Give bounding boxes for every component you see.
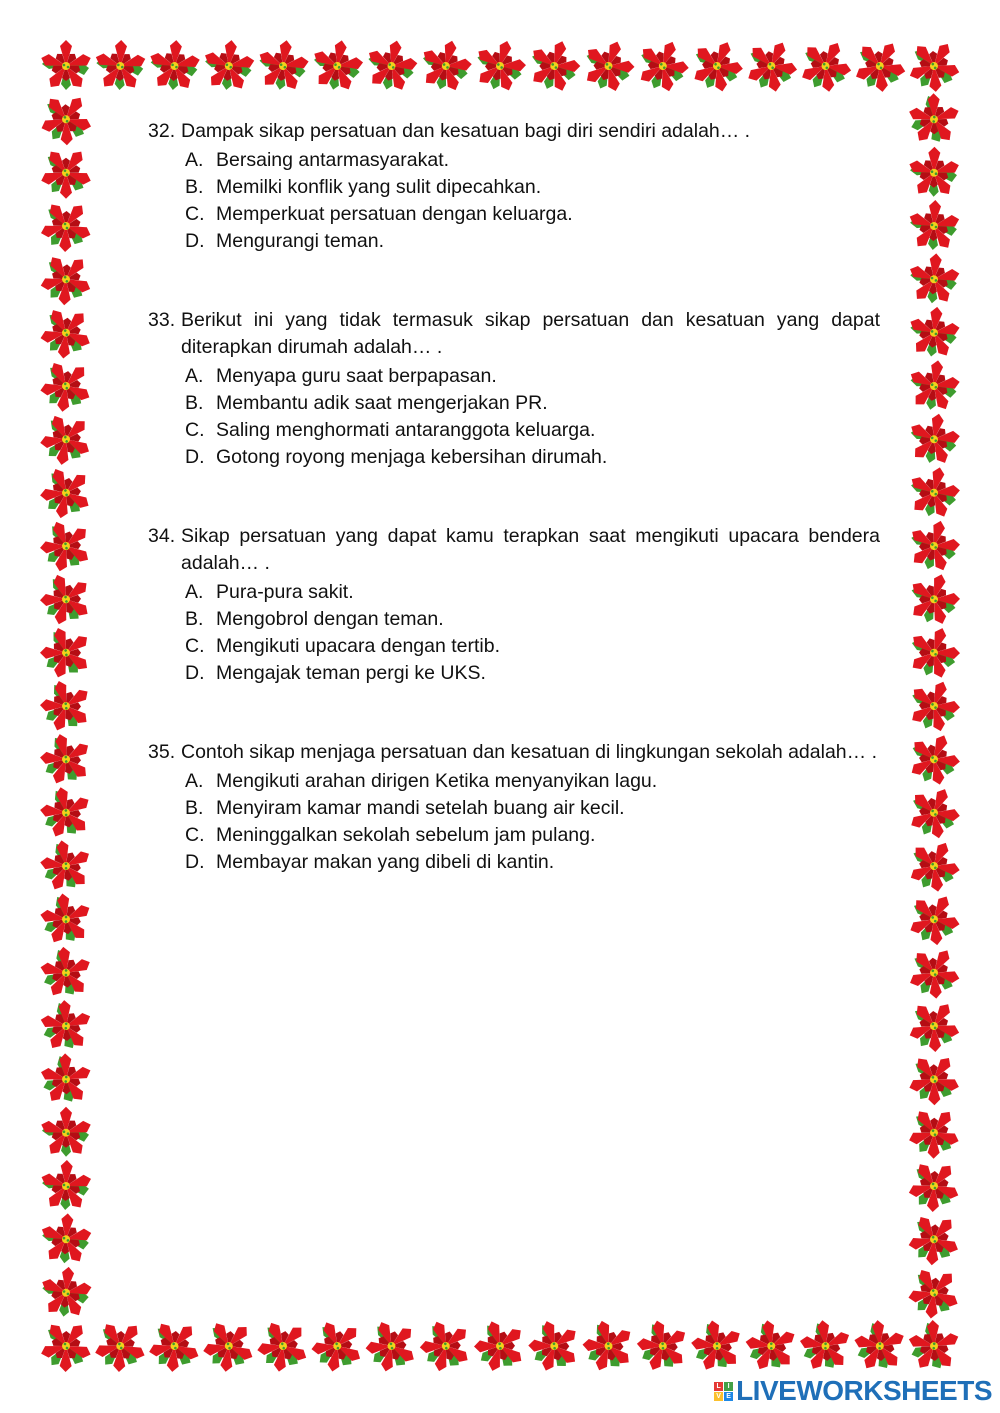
question-number: 33.	[148, 309, 176, 331]
option-letter: A.	[185, 581, 204, 603]
option-letter: C.	[185, 419, 205, 441]
poinsettia-flower-icon	[84, 1309, 157, 1382]
option-text: Meninggalkan sekolah sebelum jam pulang.	[216, 824, 596, 846]
poinsettia-flower-icon	[37, 1264, 95, 1320]
poinsettia-flower-icon	[30, 296, 103, 369]
poinsettia-flower-icon	[34, 1045, 100, 1112]
poinsettia-flower-icon	[904, 356, 964, 414]
poinsettia-flower-icon	[31, 669, 103, 741]
option-letter: D.	[185, 662, 205, 684]
answer-option	[185, 363, 880, 390]
poinsettia-flower-icon	[39, 40, 92, 91]
poinsettia-flower-icon	[31, 616, 103, 689]
answer-option	[185, 147, 880, 174]
poinsettia-flower-icon	[906, 199, 962, 252]
question-number: 34.	[148, 525, 176, 547]
poinsettia-flower-icon	[301, 1309, 374, 1382]
poinsettia-flower-icon	[39, 1159, 94, 1211]
answer-option	[185, 795, 880, 822]
poinsettia-flower-icon	[200, 37, 258, 93]
poinsettia-flower-icon	[31, 723, 102, 795]
option-letter: A.	[185, 365, 204, 387]
poinsettia-flower-icon	[847, 1311, 914, 1380]
poinsettia-flower-icon	[898, 990, 970, 1061]
poinsettia-flower-icon	[38, 1212, 95, 1266]
answer-option	[185, 174, 880, 201]
poinsettia-flower-icon	[30, 83, 102, 155]
answer-options	[185, 579, 880, 687]
option-letter: B.	[185, 392, 204, 414]
question-stem	[148, 118, 880, 145]
poinsettia-flower-icon	[356, 1309, 429, 1382]
poinsettia-flower-icon	[899, 831, 969, 900]
option-text: Membantu adik saat mengerjakan PR.	[216, 392, 548, 414]
answer-option	[185, 633, 880, 660]
poinsettia-flower-icon	[737, 31, 807, 100]
poinsettia-flower-icon	[683, 31, 752, 99]
poinsettia-flower-icon	[903, 461, 966, 522]
question-text: Sikap persatuan yang dapat kamu terapkan saat mengikuti upacara bendera adalah… .	[181, 525, 880, 574]
option-letter: A.	[185, 149, 204, 171]
poinsettia-flower-icon	[898, 1149, 971, 1222]
question-text: Contoh sikap menjaga persatuan dan kesatuan di lingkungan sekolah adalah… .	[181, 741, 877, 763]
option-text: Menyiram kamar mandi setelah buang air kecil.	[216, 797, 625, 819]
option-text: Gotong royong menjaga kebersihan dirumah.	[216, 446, 608, 468]
poinsettia-flower-icon	[575, 32, 642, 98]
poinsettia-flower-icon	[247, 1309, 320, 1382]
poinsettia-flower-icon	[898, 1096, 971, 1168]
poinsettia-flower-icon	[138, 1309, 211, 1382]
liveworksheets-logo-icon: L I V E	[714, 1382, 733, 1401]
poinsettia-flower-icon	[32, 884, 101, 954]
poinsettia-flower-icon	[898, 1043, 971, 1115]
poinsettia-flower-icon	[30, 242, 103, 315]
answer-option	[185, 417, 880, 444]
answer-option	[185, 606, 880, 633]
option-text: Memperkuat persatuan dengan keluarga.	[216, 203, 573, 225]
question-number: 35.	[148, 741, 176, 763]
poinsettia-flower-icon	[33, 992, 100, 1060]
poinsettia-flower-icon	[844, 30, 915, 100]
liveworksheets-watermark	[714, 1373, 992, 1409]
answer-option	[185, 768, 880, 795]
poinsettia-flower-icon	[146, 38, 203, 92]
answer-option	[185, 228, 880, 255]
option-text: Mengurangi teman.	[216, 230, 385, 252]
poinsettia-flower-icon	[902, 514, 966, 577]
option-text: Mengobrol dengan teman.	[216, 608, 444, 630]
option-text: Mengikuti arahan dirigen Ketika menyanyikan lagu.	[216, 770, 658, 792]
poinsettia-flower-icon	[30, 1309, 103, 1381]
answer-options	[185, 147, 880, 255]
poinsettia-flower-icon	[903, 409, 965, 469]
poinsettia-flower-icon	[521, 33, 587, 98]
question-number: 32.	[148, 120, 176, 142]
answer-options	[185, 363, 880, 471]
poinsettia-flower-icon	[193, 1309, 266, 1382]
question-stem	[148, 523, 880, 577]
option-text: Mengajak teman pergi ke UKS.	[216, 662, 486, 684]
option-text: Menyapa guru saat berpapasan.	[216, 365, 497, 387]
poinsettia-flower-icon	[902, 1312, 968, 1380]
poinsettia-flower-icon	[899, 884, 970, 954]
poinsettia-flower-icon	[683, 1310, 753, 1381]
option-letter: B.	[185, 608, 204, 630]
option-text: Pura-pura sakit.	[216, 581, 354, 603]
question-text: Dampak sikap persatuan dan kesatuan bagi diri sendiri adalah… .	[181, 120, 751, 142]
poinsettia-flower-icon	[899, 937, 971, 1008]
answer-option	[185, 660, 880, 687]
poinsettia-flower-icon	[573, 1310, 644, 1382]
poinsettia-flower-icon	[628, 1310, 699, 1382]
answer-option	[185, 444, 880, 471]
question-stem	[148, 307, 880, 361]
answer-option	[185, 390, 880, 417]
option-text: Saling menghormati antaranggota keluarga.	[216, 419, 596, 441]
poinsettia-flower-icon	[900, 725, 969, 792]
answer-option	[185, 201, 880, 228]
question-list	[148, 118, 880, 928]
poinsettia-flower-icon	[901, 619, 968, 684]
option-letter: B.	[185, 797, 204, 819]
question-stem	[148, 739, 880, 766]
poinsettia-flower-icon	[31, 777, 101, 848]
poinsettia-flower-icon	[464, 1309, 536, 1382]
answer-option	[185, 849, 880, 876]
poinsettia-flower-icon	[898, 30, 970, 101]
poinsettia-flower-icon	[30, 349, 103, 422]
answer-options	[185, 768, 880, 876]
poinsettia-flower-icon	[790, 31, 861, 101]
question-35	[148, 739, 880, 876]
watermark-text: LIVEWORKSHEETS	[736, 1375, 992, 1406]
poinsettia-flower-icon	[39, 1107, 92, 1158]
poinsettia-flower-icon	[905, 304, 964, 361]
poinsettia-flower-icon	[905, 251, 962, 306]
poinsettia-flower-icon	[30, 456, 103, 529]
poinsettia-flower-icon	[30, 136, 103, 208]
option-letter: C.	[185, 635, 205, 657]
answer-option	[185, 822, 880, 849]
poinsettia-flower-icon	[360, 35, 423, 96]
poinsettia-flower-icon	[33, 938, 101, 1007]
poinsettia-flower-icon	[902, 86, 967, 153]
answer-option	[185, 579, 880, 606]
poinsettia-flower-icon	[30, 402, 103, 475]
poinsettia-flower-icon	[737, 1311, 806, 1381]
option-text: Memilki konflik yang sulit dipecahkan.	[216, 176, 542, 198]
poinsettia-flower-icon	[414, 34, 478, 96]
option-letter: D.	[185, 230, 205, 252]
poinsettia-flower-icon	[629, 32, 697, 99]
option-letter: C.	[185, 824, 205, 846]
poinsettia-flower-icon	[307, 36, 368, 95]
poinsettia-flower-icon	[900, 672, 968, 738]
poinsettia-flower-icon	[93, 39, 148, 91]
option-letter: B.	[185, 176, 204, 198]
poinsettia-flower-icon	[253, 37, 313, 94]
poinsettia-flower-icon	[30, 509, 103, 582]
option-letter: D.	[185, 446, 205, 468]
poinsettia-flower-icon	[410, 1309, 483, 1382]
poinsettia-flower-icon	[907, 146, 961, 197]
poinsettia-flower-icon	[898, 1202, 971, 1275]
poinsettia-flower-icon	[900, 778, 970, 846]
poinsettia-flower-icon	[519, 1309, 591, 1382]
option-letter: A.	[185, 770, 204, 792]
poinsettia-flower-icon	[898, 1256, 971, 1329]
option-letter: D.	[185, 851, 205, 873]
option-letter: C.	[185, 203, 205, 225]
option-text: Mengikuti upacara dengan tertib.	[216, 635, 501, 657]
question-32	[148, 118, 880, 255]
option-text: Membayar makan yang dibeli di kantin.	[216, 851, 555, 873]
poinsettia-flower-icon	[901, 567, 967, 631]
poinsettia-flower-icon	[792, 1311, 860, 1381]
poinsettia-flower-icon	[30, 562, 103, 635]
option-text: Bersaing antarmasyarakat.	[216, 149, 450, 171]
poinsettia-flower-icon	[468, 34, 533, 97]
poinsettia-flower-icon	[30, 189, 103, 262]
question-33	[148, 307, 880, 471]
question-text: Berikut ini yang tidak termasuk sikap persatuan dan kesatuan yang dapat diterapkan dirumah adalah… .	[181, 309, 880, 358]
poinsettia-flower-icon	[32, 830, 102, 901]
question-34	[148, 523, 880, 687]
